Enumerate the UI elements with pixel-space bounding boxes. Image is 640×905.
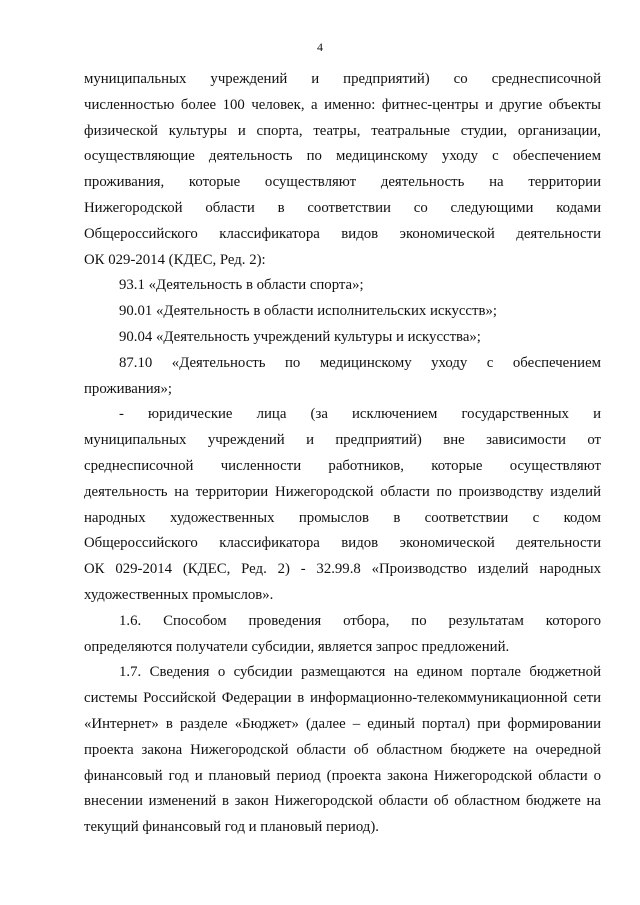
- text-line: 1.7. Сведения о субсидии размещаются на едином портале бюджетной: [119, 664, 601, 681]
- text-line: - юридические лица (за исключением государственных и: [119, 406, 601, 423]
- text-line: ОК 029-2014 (КДЕС, Ред. 2) - 32.99.8 «Производство изделий народных: [84, 561, 601, 578]
- text-line: 1.6. Способом проведения отбора, по результатам которого: [119, 612, 601, 629]
- text-line: муниципальных учреждений и предприятий) вне зависимости от: [84, 432, 601, 449]
- text-line: среднесписочной численности работников, которые осуществляют: [84, 457, 601, 474]
- text-line: проживания»;: [84, 380, 173, 397]
- text-line: муниципальных учреждений и предприятий) со среднесписочной: [84, 71, 601, 87]
- text-line: численностью более 100 человек, а именно: фитнес-центры и другие объекты: [84, 96, 601, 113]
- text-line: «Интернет» в разделе «Бюджет» (далее – единый портал) при формировании: [84, 715, 601, 732]
- text-line: художественных промыслов».: [84, 586, 274, 603]
- text-line: 87.10 «Деятельность по медицинскому уходу с обеспечением: [119, 354, 601, 371]
- text-line: осуществляющие деятельность по медицинскому уходу с обеспечением: [84, 148, 601, 165]
- text-line: 93.1 «Деятельность в области спорта»;: [119, 277, 364, 294]
- text-line: 90.01 «Деятельность в области исполнительских искусств»;: [119, 303, 497, 320]
- text-line: Нижегородской области в соответствии со следующими кодами: [84, 199, 601, 216]
- text-line: народных художественных промыслов в соответствии с кодом: [84, 509, 601, 526]
- text-line: финансовый год и плановый период (проекта закона Нижегородской области о: [84, 767, 601, 784]
- page-number: 4: [317, 40, 323, 54]
- text-line: проекта закона Нижегородской области об областном бюджете на очередной: [84, 741, 601, 758]
- text-line: определяются получатели субсидии, является запрос предложений.: [84, 638, 510, 655]
- text-line: проживания, которые осуществляют деятельность на территории: [84, 174, 601, 191]
- text-line: текущий финансовый год и плановый период).: [84, 819, 379, 836]
- text-line: ОК 029-2014 (КДЕС, Ред. 2):: [84, 251, 266, 268]
- text-line: физической культуры и спорта, театры, театральные студии, организации,: [84, 122, 601, 139]
- text-line: Общероссийского классификатора видов экономической деятельности: [84, 535, 601, 552]
- text-line: деятельность на территории Нижегородской области по производству изделий: [84, 483, 601, 500]
- text-line: внесении изменений в закон Нижегородской области об областном бюджете на: [84, 793, 601, 810]
- document-body: [84, 67, 601, 841]
- text-line: Общероссийского классификатора видов экономической деятельности: [84, 225, 601, 242]
- text-line: 90.04 «Деятельность учреждений культуры и искусства»;: [119, 328, 481, 345]
- text-line: системы Российской Федерации в информационно-телекоммуникационной сети: [84, 690, 601, 707]
